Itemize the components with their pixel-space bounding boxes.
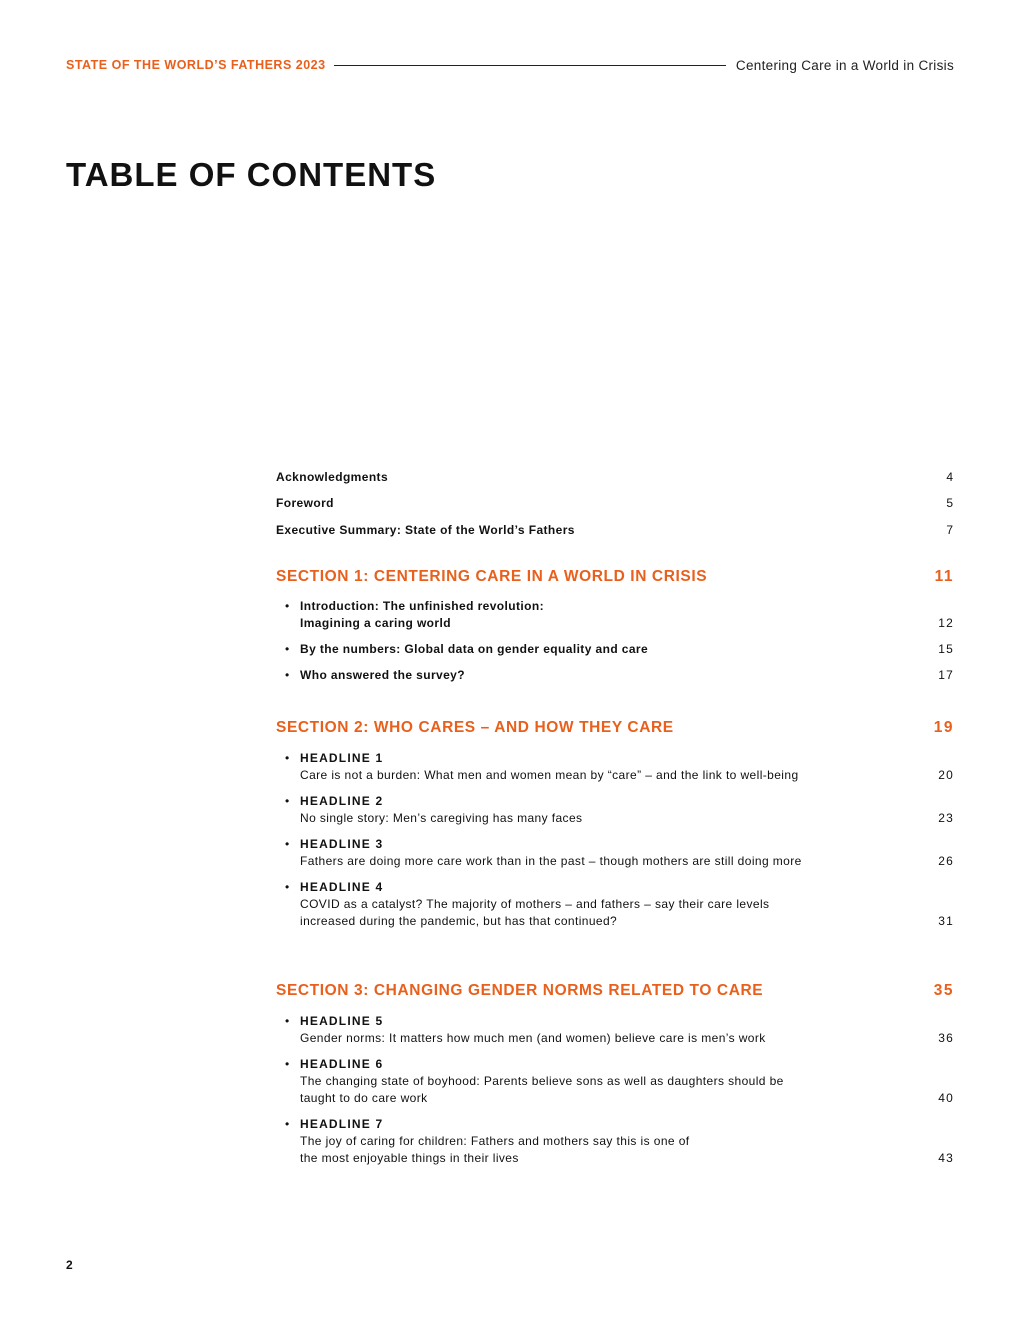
toc-item-headline-5[interactable] bbox=[276, 1013, 954, 1047]
running-header bbox=[66, 56, 954, 74]
toc-item-page: 23 bbox=[938, 810, 954, 825]
headline-label: HEADLINE 1 bbox=[300, 750, 384, 765]
toc-item-headline-1[interactable] bbox=[276, 750, 954, 784]
headline-description: Fathers are doing more care work than in the past – though mothers are still doing more bbox=[300, 853, 802, 868]
headline-label: HEADLINE 6 bbox=[300, 1056, 384, 1071]
headline-description: Gender norms: It matters how much men (and women) believe care is men’s work bbox=[300, 1030, 766, 1045]
toc-item-page: 43 bbox=[938, 1150, 954, 1165]
toc-item-text bbox=[300, 1013, 766, 1047]
report-subtitle: Centering Care in a World in Crisis bbox=[735, 57, 954, 73]
headline-description: COVID as a catalyst? The majority of mothers – and fathers – say their care levels bbox=[300, 896, 770, 911]
toc-entry-foreword[interactable] bbox=[276, 484, 954, 511]
toc-item-headline-2[interactable] bbox=[276, 793, 954, 827]
toc-item-page: 40 bbox=[938, 1090, 954, 1105]
bullet-icon: • bbox=[285, 598, 290, 613]
bullet-icon: • bbox=[285, 793, 290, 808]
headline-label: HEADLINE 5 bbox=[300, 1013, 384, 1028]
headline-description: Care is not a burden: What men and women mean by “care” – and the link to well-being bbox=[300, 767, 799, 782]
toc-item-headline-4[interactable] bbox=[276, 879, 954, 930]
section-page: 19 bbox=[933, 718, 954, 736]
toc-item-text bbox=[300, 793, 582, 827]
toc-entry-acknowledgments[interactable] bbox=[276, 457, 954, 484]
toc-item-introduction[interactable] bbox=[276, 598, 954, 632]
table-of-contents bbox=[276, 457, 954, 1167]
toc-entry-page: 5 bbox=[946, 496, 954, 510]
toc-item-headline-7[interactable] bbox=[276, 1116, 954, 1167]
toc-item-text bbox=[300, 836, 802, 870]
section-title: SECTION 3: CHANGING GENDER NORMS RELATED TO CARE bbox=[276, 981, 764, 999]
toc-item-by-the-numbers[interactable] bbox=[276, 641, 954, 658]
toc-item-line: Imagining a caring world bbox=[300, 615, 451, 630]
toc-item-page: 26 bbox=[938, 853, 954, 868]
headline-description: increased during the pandemic, but has that continued? bbox=[300, 913, 618, 928]
bullet-icon: • bbox=[285, 1116, 290, 1131]
toc-item-page: 12 bbox=[938, 615, 954, 630]
section-page: 11 bbox=[934, 567, 954, 585]
toc-entry-label: Foreword bbox=[276, 496, 334, 510]
bullet-icon: • bbox=[285, 750, 290, 765]
toc-item-page: 36 bbox=[938, 1030, 954, 1045]
headline-description: the most enjoyable things in their lives bbox=[300, 1150, 519, 1165]
toc-item-text: By the numbers: Global data on gender equality and care bbox=[300, 641, 649, 656]
section-1-heading[interactable] bbox=[276, 568, 954, 586]
page-number: 2 bbox=[66, 1258, 73, 1272]
report-title: STATE OF THE WORLD’S FATHERS 2023 bbox=[66, 58, 326, 72]
page-title: TABLE OF CONTENTS bbox=[66, 156, 437, 193]
bullet-icon: • bbox=[285, 641, 290, 656]
bullet-icon: • bbox=[285, 1013, 290, 1028]
headline-description: taught to do care work bbox=[300, 1090, 428, 1105]
section-2-heading[interactable] bbox=[276, 719, 954, 737]
toc-item-page: 17 bbox=[938, 667, 954, 682]
toc-entry-label: Acknowledgments bbox=[276, 469, 389, 484]
headline-description: The changing state of boyhood: Parents believe sons as well as daughters should be bbox=[300, 1073, 784, 1088]
toc-item-page: 20 bbox=[938, 767, 954, 782]
bullet-icon: • bbox=[285, 836, 290, 851]
headline-label: HEADLINE 2 bbox=[300, 793, 384, 808]
toc-item-headline-6[interactable] bbox=[276, 1056, 954, 1107]
headline-label: HEADLINE 4 bbox=[300, 879, 384, 894]
toc-item-text bbox=[300, 879, 769, 930]
toc-entry-page: 7 bbox=[946, 522, 954, 537]
bullet-icon: • bbox=[285, 1056, 290, 1071]
bullet-icon: • bbox=[285, 667, 290, 682]
headline-description: No single story: Men’s caregiving has many faces bbox=[300, 810, 583, 825]
header-divider bbox=[334, 65, 726, 66]
section-3-heading[interactable] bbox=[276, 982, 954, 1000]
toc-item-headline-3[interactable] bbox=[276, 836, 954, 870]
section-title: SECTION 1: CENTERING CARE IN A WORLD IN CRISIS bbox=[276, 567, 708, 585]
toc-item-text bbox=[300, 1116, 690, 1167]
headline-label: HEADLINE 7 bbox=[300, 1116, 384, 1131]
toc-item-page: 31 bbox=[938, 913, 954, 928]
headline-label: HEADLINE 3 bbox=[300, 836, 384, 851]
toc-entry-label: Executive Summary: State of the World’s Fathers bbox=[276, 522, 575, 537]
toc-item-text bbox=[300, 750, 799, 784]
section-page: 35 bbox=[933, 981, 954, 999]
toc-item-who-answered[interactable] bbox=[276, 667, 954, 684]
bullet-icon: • bbox=[285, 879, 290, 894]
toc-item-text: Who answered the survey? bbox=[300, 667, 465, 682]
headline-description: The joy of caring for children: Fathers and mothers say this is one of bbox=[300, 1133, 690, 1148]
toc-item-page: 15 bbox=[938, 641, 954, 656]
toc-item-text bbox=[300, 1056, 784, 1107]
toc-entry-executive-summary[interactable] bbox=[276, 510, 954, 537]
section-title: SECTION 2: WHO CARES – AND HOW THEY CARE bbox=[276, 718, 674, 736]
toc-item-text bbox=[300, 598, 544, 632]
toc-entry-page: 4 bbox=[946, 469, 954, 484]
toc-item-line: Introduction: The unfinished revolution: bbox=[300, 598, 544, 613]
